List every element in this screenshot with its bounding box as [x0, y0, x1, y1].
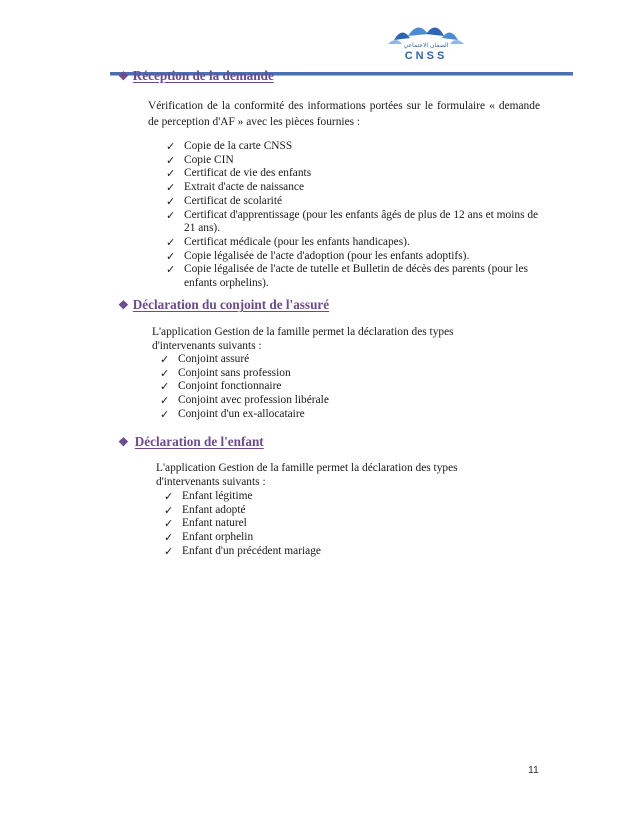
enfant-type-list: [164, 490, 534, 559]
list-item: ✓ Enfant d'un précédent mariage: [164, 544, 321, 558]
list-item: ✓ Enfant adopté: [164, 503, 246, 517]
list-item: ✓ Enfant naturel: [164, 517, 247, 531]
list-item: ✓ Certificat de scolarité: [166, 194, 283, 208]
check-icon: ✓: [164, 490, 174, 503]
check-icon: ✓: [166, 167, 176, 181]
list-item: ✓ Enfant orphelin: [164, 531, 254, 545]
list-item: ✓ Copie légalisée de l'acte de tutelle et Bulletin de décès des parents (pour les enfants orphelins).: [166, 263, 528, 290]
check-icon: ✓: [164, 517, 174, 531]
check-icon: ✓: [160, 394, 170, 408]
check-icon: ✓: [166, 208, 176, 222]
cnss-logo: [380, 18, 472, 72]
check-icon: ✓: [160, 353, 170, 366]
list-item: ✓ Certificat médicale (pour les enfants handicapes).: [166, 235, 410, 249]
check-icon: ✓: [166, 140, 176, 153]
page-number: 11: [528, 764, 539, 776]
check-icon: ✓: [166, 194, 176, 208]
section-heading-reception: [118, 68, 274, 84]
section-heading-enfant: [118, 434, 264, 450]
list-item: ✓ Conjoint sans profession: [160, 366, 291, 380]
check-icon: ✓: [166, 181, 176, 195]
list-item: ✓ Enfant légitime: [164, 490, 253, 503]
section-heading-text: Déclaration du conjoint de l'assuré: [132, 297, 330, 312]
diamond-bullet-icon: ❖: [118, 298, 129, 312]
check-icon: ✓: [164, 503, 174, 517]
list-item: ✓ Conjoint avec profession libérale: [160, 394, 329, 408]
diamond-bullet-icon: ❖: [118, 435, 129, 449]
check-icon: ✓: [166, 263, 176, 277]
section-intro: L'application Gestion de la famille permet la déclaration des types d'intervenants suivants :: [156, 462, 458, 488]
check-icon: ✓: [166, 153, 176, 167]
list-item: ✓ Copie CIN: [166, 153, 234, 167]
section-intro: Vérification de la conformité des informations portées sur le formulaire « demande de perception d'AF » avec les pièces fournies :: [148, 100, 540, 128]
section-heading-text: Réception de la demande: [132, 68, 274, 83]
logo-name: CNSS: [404, 50, 448, 62]
check-icon: ✓: [160, 407, 170, 421]
check-icon: ✓: [164, 544, 174, 558]
list-item: ✓ Extrait d'acte de naissance: [166, 181, 305, 195]
logo-arabic-text: الضمان الاجتماعي: [403, 42, 449, 49]
check-icon: ✓: [160, 380, 170, 394]
section-intro: L'application Gestion de la famille permet la déclaration des types d'intervenants suivants :: [152, 326, 454, 352]
document-checklist: [166, 140, 540, 291]
section-heading-text: Déclaration de l'enfant: [134, 434, 264, 449]
list-item: ✓ Certificat de vie des enfants: [166, 167, 312, 181]
section-heading-conjoint: [118, 297, 329, 313]
conjoint-type-list: [160, 353, 540, 422]
list-item: ✓ Copie légalisée de l'acte d'adoption (pour les enfants adoptifs).: [166, 249, 470, 263]
list-item: ✓ Conjoint assuré: [160, 353, 250, 366]
check-icon: ✓: [166, 235, 176, 249]
check-icon: ✓: [160, 366, 170, 380]
list-item: ✓ Certificat d'apprentissage (pour les enfants âgés de plus de 12 ans et moins de 21 ans).: [166, 208, 539, 235]
check-icon: ✓: [166, 249, 176, 263]
list-item: ✓ Conjoint fonctionnaire: [160, 380, 282, 394]
check-icon: ✓: [164, 531, 174, 545]
diamond-bullet-icon: ❖: [118, 69, 129, 83]
list-item: ✓ Copie de la carte CNSS: [166, 140, 293, 153]
list-item: ✓ Conjoint d'un ex-allocataire: [160, 407, 305, 421]
